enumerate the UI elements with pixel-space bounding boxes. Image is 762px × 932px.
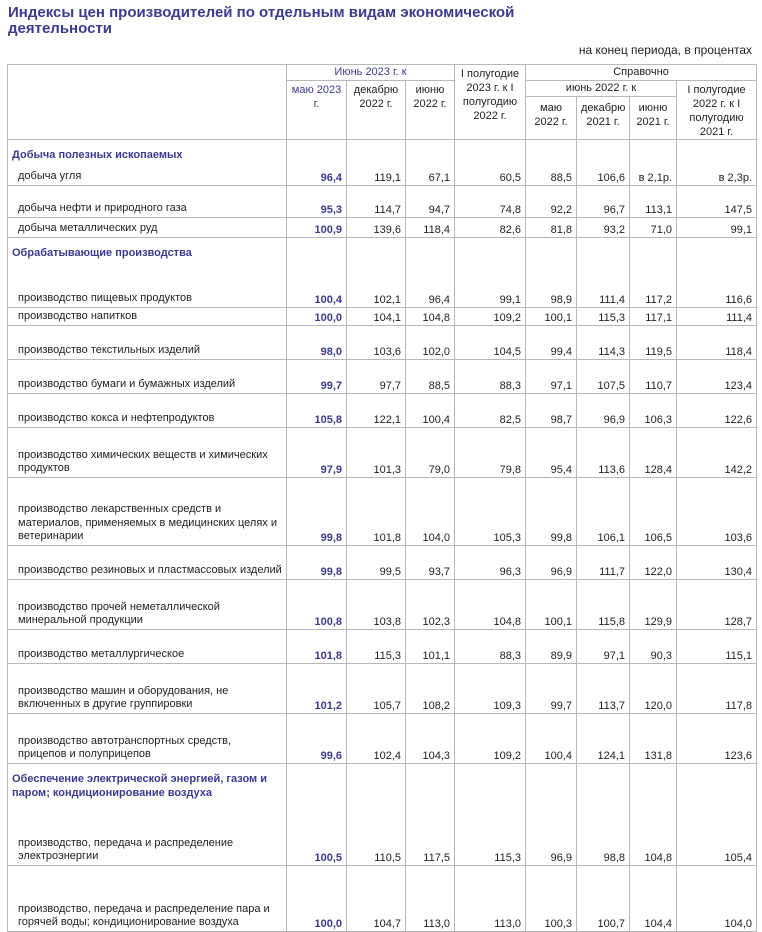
- table-row: [8, 394, 757, 428]
- value-cell: [455, 140, 526, 166]
- value-cell: 101,1: [406, 630, 455, 664]
- value-cell: 109,3: [455, 664, 526, 714]
- value-cell: 101,2: [287, 664, 347, 714]
- value-cell: 147,5: [677, 186, 757, 218]
- value-cell: 139,6: [347, 218, 406, 238]
- row-label: производство, передача и распределение пара и горячей воды; кондиционирование воздуха: [8, 866, 287, 932]
- value-cell: 104,8: [406, 308, 455, 326]
- value-cell: 119,1: [347, 166, 406, 186]
- value-cell: [287, 764, 347, 816]
- value-cell: 96,7: [577, 186, 630, 218]
- value-cell: 96,9: [577, 394, 630, 428]
- section-label: Добыча полезных ископаемых: [8, 140, 287, 166]
- value-cell: 100,5: [287, 816, 347, 866]
- value-cell: [677, 238, 757, 274]
- value-cell: 130,4: [677, 546, 757, 580]
- value-cell: 81,8: [526, 218, 577, 238]
- value-cell: 104,5: [455, 326, 526, 360]
- value-cell: 96,4: [287, 166, 347, 186]
- header-dec2022: декабрю 2022 г.: [347, 81, 406, 140]
- header-may2023: маю 2023 г.: [287, 81, 347, 140]
- value-cell: [347, 764, 406, 816]
- row-label: производство металлургическое: [8, 630, 287, 664]
- value-cell: 99,8: [526, 478, 577, 546]
- value-cell: 122,1: [347, 394, 406, 428]
- row-label: производство лекарственных средств и материалов, применяемых в медицинских целях и ветеринарии: [8, 478, 287, 546]
- table-row: [8, 866, 757, 932]
- section-row: [8, 764, 757, 816]
- value-cell: 101,8: [287, 630, 347, 664]
- value-cell: 104,3: [406, 714, 455, 764]
- value-cell: 100,0: [287, 866, 347, 932]
- value-cell: 79,0: [406, 428, 455, 478]
- value-cell: 97,7: [347, 360, 406, 394]
- value-cell: 95,3: [287, 186, 347, 218]
- value-cell: 60,5: [455, 166, 526, 186]
- value-cell: 115,1: [677, 630, 757, 664]
- value-cell: 97,9: [287, 428, 347, 478]
- value-cell: [630, 238, 677, 274]
- value-cell: 115,3: [347, 630, 406, 664]
- value-cell: 106,6: [577, 166, 630, 186]
- value-cell: 109,2: [455, 714, 526, 764]
- row-label: добыча нефти и природного газа: [8, 186, 287, 218]
- units-note: на конец периода, в процентах: [578, 43, 752, 57]
- row-label: производство кокса и нефтепродуктов: [8, 394, 287, 428]
- header-june2022: июню 2022 г.: [406, 81, 455, 140]
- value-cell: 117,5: [406, 816, 455, 866]
- table-row: [8, 326, 757, 360]
- page-title: Индексы цен производителей по отдельным видам экономической деятельности: [8, 4, 515, 37]
- value-cell: 101,3: [347, 428, 406, 478]
- value-cell: [406, 140, 455, 166]
- table-row: [8, 360, 757, 394]
- table-row: [8, 308, 757, 326]
- value-cell: [630, 140, 677, 166]
- value-cell: 95,4: [526, 428, 577, 478]
- table-body: [8, 140, 757, 932]
- table-row: [8, 186, 757, 218]
- value-cell: 104,0: [406, 478, 455, 546]
- value-cell: 116,6: [677, 274, 757, 308]
- row-label: производство пищевых продуктов: [8, 274, 287, 308]
- value-cell: 118,4: [406, 218, 455, 238]
- value-cell: 111,7: [577, 546, 630, 580]
- value-cell: 100,4: [526, 714, 577, 764]
- value-cell: 122,0: [630, 546, 677, 580]
- table-row: [8, 664, 757, 714]
- value-cell: 113,7: [577, 664, 630, 714]
- value-cell: 100,4: [287, 274, 347, 308]
- header-june2023-group: Июнь 2023 г. к: [287, 65, 455, 81]
- row-label: производство машин и оборудования, не включенных в другие группировки: [8, 664, 287, 714]
- value-cell: 111,4: [677, 308, 757, 326]
- value-cell: 100,7: [577, 866, 630, 932]
- value-cell: в 2,1р.: [630, 166, 677, 186]
- value-cell: 122,6: [677, 394, 757, 428]
- table-row: [8, 428, 757, 478]
- value-cell: 123,6: [677, 714, 757, 764]
- value-cell: 129,9: [630, 580, 677, 630]
- header-h1-2022: I полугодие 2022 г. к I полугодию 2021 г.: [677, 81, 757, 140]
- value-cell: 103,8: [347, 580, 406, 630]
- value-cell: 117,8: [677, 664, 757, 714]
- value-cell: 104,8: [455, 580, 526, 630]
- value-cell: 118,4: [677, 326, 757, 360]
- value-cell: 113,0: [455, 866, 526, 932]
- value-cell: 102,4: [347, 714, 406, 764]
- value-cell: 106,3: [630, 394, 677, 428]
- row-label: производство автотранспортных средств, прицепов и полуприцепов: [8, 714, 287, 764]
- value-cell: [526, 764, 577, 816]
- value-cell: 113,6: [577, 428, 630, 478]
- value-cell: 109,2: [455, 308, 526, 326]
- value-cell: 93,7: [406, 546, 455, 580]
- value-cell: 71,0: [630, 218, 677, 238]
- value-cell: 100,8: [287, 580, 347, 630]
- header-blank: [8, 65, 287, 140]
- value-cell: 74,8: [455, 186, 526, 218]
- value-cell: 107,5: [577, 360, 630, 394]
- value-cell: 99,1: [677, 218, 757, 238]
- value-cell: 89,9: [526, 630, 577, 664]
- value-cell: 100,0: [287, 308, 347, 326]
- header-h1-2023: I полугодие 2023 г. к I полугодию 2022 г.: [455, 65, 526, 140]
- value-cell: 124,1: [577, 714, 630, 764]
- row-label: добыча угля: [8, 166, 287, 186]
- value-cell: 105,8: [287, 394, 347, 428]
- value-cell: 128,4: [630, 428, 677, 478]
- table-row: [8, 274, 757, 308]
- value-cell: 98,0: [287, 326, 347, 360]
- value-cell: 88,5: [406, 360, 455, 394]
- value-cell: 106,5: [630, 478, 677, 546]
- value-cell: 113,1: [630, 186, 677, 218]
- value-cell: 108,2: [406, 664, 455, 714]
- value-cell: 115,8: [577, 580, 630, 630]
- value-cell: 96,9: [526, 546, 577, 580]
- value-cell: 99,4: [526, 326, 577, 360]
- value-cell: 100,1: [526, 308, 577, 326]
- table-row: [8, 714, 757, 764]
- value-cell: [677, 764, 757, 816]
- value-cell: 123,4: [677, 360, 757, 394]
- value-cell: 99,5: [347, 546, 406, 580]
- value-cell: 131,8: [630, 714, 677, 764]
- value-cell: 67,1: [406, 166, 455, 186]
- value-cell: 111,4: [577, 274, 630, 308]
- value-cell: 99,8: [287, 478, 347, 546]
- section-label: Обеспечение электрической энергией, газом и паром; кондиционирование воздуха: [8, 764, 287, 816]
- value-cell: 88,5: [526, 166, 577, 186]
- value-cell: [526, 238, 577, 274]
- value-cell: 102,0: [406, 326, 455, 360]
- value-cell: 96,4: [406, 274, 455, 308]
- value-cell: [577, 764, 630, 816]
- value-cell: [577, 140, 630, 166]
- value-cell: 88,3: [455, 360, 526, 394]
- header-may2022: маю 2022 г.: [526, 97, 577, 140]
- table-row: [8, 478, 757, 546]
- value-cell: [455, 238, 526, 274]
- value-cell: 110,7: [630, 360, 677, 394]
- value-cell: [347, 140, 406, 166]
- value-cell: 128,7: [677, 580, 757, 630]
- value-cell: 92,2: [526, 186, 577, 218]
- value-cell: 117,1: [630, 308, 677, 326]
- value-cell: [406, 238, 455, 274]
- section-row: [8, 140, 757, 166]
- value-cell: 96,9: [526, 816, 577, 866]
- value-cell: 105,4: [677, 816, 757, 866]
- header-reference: Справочно: [526, 65, 757, 81]
- value-cell: 98,9: [526, 274, 577, 308]
- section-label: Обрабатывающие производства: [8, 238, 287, 274]
- value-cell: 98,8: [577, 816, 630, 866]
- value-cell: 94,7: [406, 186, 455, 218]
- row-label: производство прочей неметаллической минеральной продукции: [8, 580, 287, 630]
- value-cell: 98,7: [526, 394, 577, 428]
- value-cell: [455, 764, 526, 816]
- value-cell: 142,2: [677, 428, 757, 478]
- value-cell: 99,6: [287, 714, 347, 764]
- value-cell: 90,3: [630, 630, 677, 664]
- table-row: [8, 218, 757, 238]
- value-cell: 101,8: [347, 478, 406, 546]
- value-cell: 100,9: [287, 218, 347, 238]
- value-cell: 104,0: [677, 866, 757, 932]
- value-cell: [287, 140, 347, 166]
- value-cell: [287, 238, 347, 274]
- value-cell: 105,7: [347, 664, 406, 714]
- value-cell: 100,4: [406, 394, 455, 428]
- value-cell: 105,3: [455, 478, 526, 546]
- value-cell: 102,3: [406, 580, 455, 630]
- value-cell: 82,5: [455, 394, 526, 428]
- value-cell: 82,6: [455, 218, 526, 238]
- value-cell: [630, 764, 677, 816]
- value-cell: 93,2: [577, 218, 630, 238]
- value-cell: [577, 238, 630, 274]
- header-june2021: июню 2021 г.: [630, 97, 677, 140]
- value-cell: 99,7: [526, 664, 577, 714]
- value-cell: [526, 140, 577, 166]
- row-label: добыча металлических руд: [8, 218, 287, 238]
- value-cell: 97,1: [526, 360, 577, 394]
- value-cell: 99,1: [455, 274, 526, 308]
- value-cell: 79,8: [455, 428, 526, 478]
- value-cell: в 2,3р.: [677, 166, 757, 186]
- value-cell: 119,5: [630, 326, 677, 360]
- value-cell: 100,3: [526, 866, 577, 932]
- table-row: [8, 816, 757, 866]
- row-label: производство текстильных изделий: [8, 326, 287, 360]
- value-cell: 88,3: [455, 630, 526, 664]
- row-label: производство бумаги и бумажных изделий: [8, 360, 287, 394]
- row-label: производство напитков: [8, 308, 287, 326]
- value-cell: [406, 764, 455, 816]
- value-cell: 103,6: [347, 326, 406, 360]
- table-row: [8, 546, 757, 580]
- table-row: [8, 166, 757, 186]
- value-cell: 114,3: [577, 326, 630, 360]
- value-cell: 115,3: [577, 308, 630, 326]
- value-cell: 102,1: [347, 274, 406, 308]
- value-cell: 104,1: [347, 308, 406, 326]
- value-cell: 114,7: [347, 186, 406, 218]
- value-cell: 100,1: [526, 580, 577, 630]
- value-cell: [677, 140, 757, 166]
- value-cell: 113,0: [406, 866, 455, 932]
- value-cell: 110,5: [347, 816, 406, 866]
- value-cell: 117,2: [630, 274, 677, 308]
- value-cell: 104,7: [347, 866, 406, 932]
- value-cell: [347, 238, 406, 274]
- price-index-table: [7, 64, 757, 932]
- value-cell: 99,7: [287, 360, 347, 394]
- value-cell: 97,1: [577, 630, 630, 664]
- value-cell: 99,8: [287, 546, 347, 580]
- value-cell: 104,4: [630, 866, 677, 932]
- value-cell: 115,3: [455, 816, 526, 866]
- header-june2022-group: июнь 2022 г. к: [526, 81, 677, 97]
- value-cell: 96,3: [455, 546, 526, 580]
- section-row: [8, 238, 757, 274]
- header-dec2021: декабрю 2021 г.: [577, 97, 630, 140]
- value-cell: 104,8: [630, 816, 677, 866]
- value-cell: 120,0: [630, 664, 677, 714]
- value-cell: 103,6: [677, 478, 757, 546]
- table-row: [8, 630, 757, 664]
- row-label: производство, передача и распределение электроэнергии: [8, 816, 287, 866]
- value-cell: 106,1: [577, 478, 630, 546]
- row-label: производство химических веществ и химических продуктов: [8, 428, 287, 478]
- table-row: [8, 580, 757, 630]
- row-label: производство резиновых и пластмассовых изделий: [8, 546, 287, 580]
